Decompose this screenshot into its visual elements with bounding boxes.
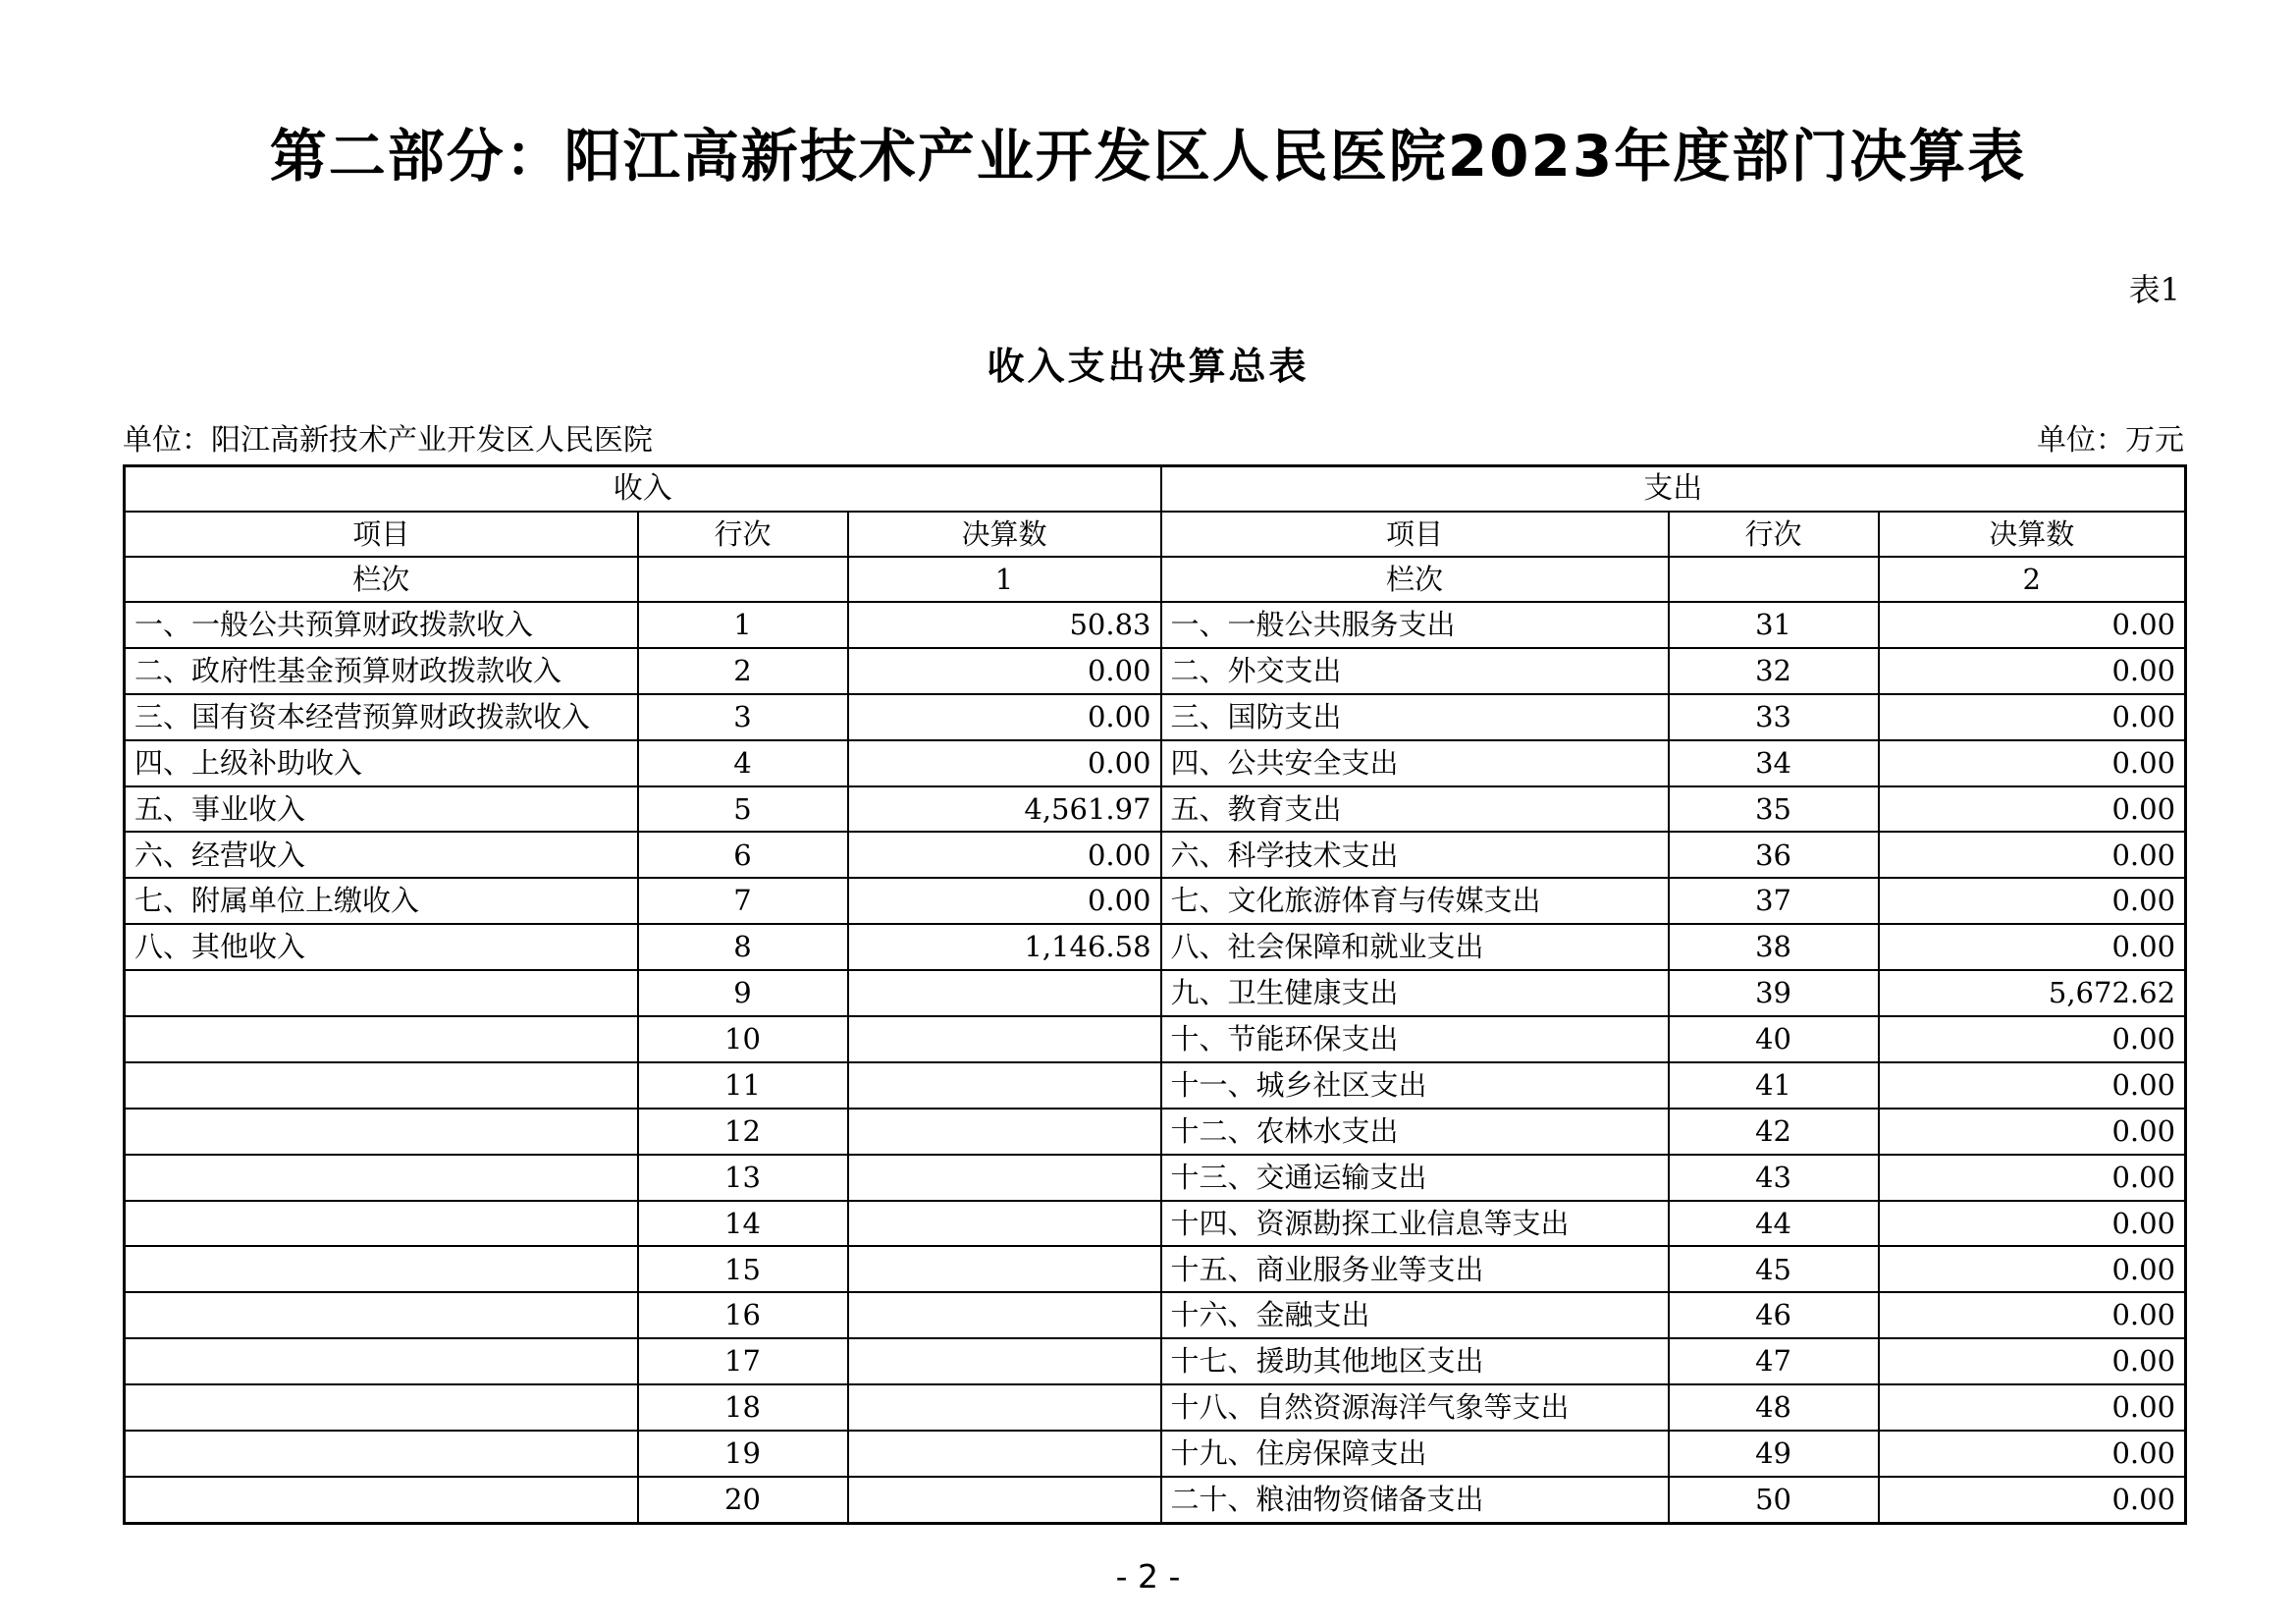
income-amount-cell (848, 1431, 1161, 1477)
expense-amount-cell: 0.00 (1879, 832, 2186, 878)
expense-amount-cell: 0.00 (1879, 602, 2186, 648)
expense-line-cell: 31 (1669, 602, 1879, 648)
table-row (125, 1016, 2186, 1062)
expense-item-cell: 九、卫生健康支出 (1161, 970, 1669, 1016)
section-header-row (125, 466, 2186, 513)
income-line-cell: 4 (638, 740, 848, 786)
income-amount-cell (848, 970, 1161, 1016)
income-amount-cell (848, 1477, 1161, 1523)
income-line-cell: 10 (638, 1016, 848, 1062)
table-row (125, 832, 2186, 878)
expense-line-cell: 45 (1669, 1246, 1879, 1292)
income-item-cell (125, 1016, 638, 1062)
expense-amount-cell: 0.00 (1879, 1338, 2186, 1384)
income-line-cell: 19 (638, 1431, 848, 1477)
income-line-cell: 12 (638, 1109, 848, 1155)
unit-name: 单位：阳江高新技术产业开发区人民医院 (123, 423, 653, 458)
income-amount-cell: 0.00 (848, 740, 1161, 786)
income-amount-cell (848, 1062, 1161, 1109)
expense-item-cell: 七、文化旅游体育与传媒支出 (1161, 878, 1669, 924)
table-row (125, 970, 2186, 1016)
income-item-cell (125, 1155, 638, 1201)
income-amount-cell (848, 1338, 1161, 1384)
income-line-cell: 6 (638, 832, 848, 878)
expense-amount-cell: 0.00 (1879, 1016, 2186, 1062)
income-item-cell: 四、上级补助收入 (125, 740, 638, 786)
expense-item-cell: 十一、城乡社区支出 (1161, 1062, 1669, 1109)
expense-line-cell: 47 (1669, 1338, 1879, 1384)
table-row (125, 602, 2186, 648)
expense-line-cell: 37 (1669, 878, 1879, 924)
income-item-cell: 八、其他收入 (125, 924, 638, 970)
expense-line-cell: 46 (1669, 1292, 1879, 1338)
table-row (125, 1155, 2186, 1201)
expense-item-cell: 十四、资源勘探工业信息等支出 (1161, 1201, 1669, 1247)
budget-summary-table (123, 464, 2187, 1525)
expense-amount-cell: 0.00 (1879, 1246, 2186, 1292)
expense-item-cell: 十五、商业服务业等支出 (1161, 1246, 1669, 1292)
table-row (125, 1109, 2186, 1155)
expense-amount-cell: 0.00 (1879, 1062, 2186, 1109)
income-line-cell: 8 (638, 924, 848, 970)
income-item-cell (125, 1477, 638, 1523)
income-amount-cell (848, 1384, 1161, 1431)
expense-line-cell: 40 (1669, 1016, 1879, 1062)
income-amount-cell: 4,561.97 (848, 786, 1161, 833)
income-line-cell: 11 (638, 1062, 848, 1109)
income-item-cell (125, 1246, 638, 1292)
expense-amount-cell: 0.00 (1879, 924, 2186, 970)
expense-line-cell: 33 (1669, 694, 1879, 740)
expense-item-cell: 四、公共安全支出 (1161, 740, 1669, 786)
expense-line-cell: 34 (1669, 740, 1879, 786)
income-item-cell (125, 1338, 638, 1384)
income-amount-cell: 0.00 (848, 878, 1161, 924)
table-row (125, 1292, 2186, 1338)
expense-amount-cell: 0.00 (1879, 1155, 2186, 1201)
income-item-cell (125, 1384, 638, 1431)
expense-item-cell: 二、外交支出 (1161, 648, 1669, 694)
income-item-cell (125, 970, 638, 1016)
income-line-cell: 5 (638, 786, 848, 833)
expense-line-cell: 36 (1669, 832, 1879, 878)
expense-item-cell: 十三、交通运输支出 (1161, 1155, 1669, 1201)
table-row (125, 1338, 2186, 1384)
income-amount-header: 决算数 (848, 512, 1161, 557)
table-row (125, 648, 2186, 694)
income-amount-cell (848, 1201, 1161, 1247)
income-item-cell: 七、附属单位上缴收入 (125, 878, 638, 924)
expense-lanci-line-blank (1669, 557, 1879, 602)
unit-row (123, 423, 2184, 459)
expense-amount-cell: 0.00 (1879, 740, 2186, 786)
expense-amount-cell: 5,672.62 (1879, 970, 2186, 1016)
column-index-row (125, 557, 2186, 602)
income-item-cell: 一、一般公共预算财政拨款收入 (125, 602, 638, 648)
expense-amount-cell: 0.00 (1879, 1477, 2186, 1523)
income-item-cell (125, 1201, 638, 1247)
income-line-cell: 7 (638, 878, 848, 924)
expense-line-cell: 48 (1669, 1384, 1879, 1431)
table-row (125, 1201, 2186, 1247)
income-item-cell (125, 1109, 638, 1155)
income-amount-cell: 1,146.58 (848, 924, 1161, 970)
expense-line-cell: 42 (1669, 1109, 1879, 1155)
table-row (125, 740, 2186, 786)
expense-column-index: 2 (1879, 557, 2186, 602)
expense-line-cell: 41 (1669, 1062, 1879, 1109)
income-line-cell: 2 (638, 648, 848, 694)
column-header-row (125, 512, 2186, 557)
expense-line-cell: 44 (1669, 1201, 1879, 1247)
expense-amount-cell: 0.00 (1879, 1201, 2186, 1247)
expense-item-header: 项目 (1161, 512, 1669, 557)
expense-item-cell: 八、社会保障和就业支出 (1161, 924, 1669, 970)
expense-lanci-label: 栏次 (1161, 557, 1669, 602)
expense-item-cell: 十九、住房保障支出 (1161, 1431, 1669, 1477)
table-tag: 表1 (2128, 271, 2180, 308)
page-title: 第二部分：阳江高新技术产业开发区人民医院2023年度部门决算表 (269, 123, 2027, 189)
expense-line-cell: 49 (1669, 1431, 1879, 1477)
expense-amount-cell: 0.00 (1879, 878, 2186, 924)
income-amount-cell: 0.00 (848, 648, 1161, 694)
expense-amount-header: 决算数 (1879, 512, 2186, 557)
income-line-cell: 15 (638, 1246, 848, 1292)
expense-item-cell: 十八、自然资源海洋气象等支出 (1161, 1384, 1669, 1431)
expense-amount-cell: 0.00 (1879, 1292, 2186, 1338)
income-item-cell: 六、经营收入 (125, 832, 638, 878)
expense-line-cell: 32 (1669, 648, 1879, 694)
income-amount-cell: 50.83 (848, 602, 1161, 648)
income-line-cell: 17 (638, 1338, 848, 1384)
income-amount-cell (848, 1246, 1161, 1292)
expense-amount-cell: 0.00 (1879, 1109, 2186, 1155)
income-amount-cell (848, 1109, 1161, 1155)
income-line-cell: 3 (638, 694, 848, 740)
expense-section-header: 支出 (1161, 466, 2186, 513)
expense-item-cell: 五、教育支出 (1161, 786, 1669, 833)
income-item-cell (125, 1292, 638, 1338)
income-amount-cell (848, 1292, 1161, 1338)
expense-line-header: 行次 (1669, 512, 1879, 557)
income-line-cell: 9 (638, 970, 848, 1016)
expense-line-cell: 43 (1669, 1155, 1879, 1201)
income-line-cell: 14 (638, 1201, 848, 1247)
table-row (125, 1062, 2186, 1109)
income-section-header: 收入 (125, 466, 1161, 513)
income-line-cell: 1 (638, 602, 848, 648)
expense-amount-cell: 0.00 (1879, 786, 2186, 833)
income-item-cell (125, 1431, 638, 1477)
income-item-cell (125, 1062, 638, 1109)
table-row (125, 694, 2186, 740)
expense-line-cell: 38 (1669, 924, 1879, 970)
income-item-cell: 三、国有资本经营预算财政拨款收入 (125, 694, 638, 740)
income-item-cell: 五、事业收入 (125, 786, 638, 833)
expense-item-cell: 二十、粮油物资储备支出 (1161, 1477, 1669, 1523)
income-line-cell: 18 (638, 1384, 848, 1431)
expense-line-cell: 35 (1669, 786, 1879, 833)
expense-item-cell: 三、国防支出 (1161, 694, 1669, 740)
expense-amount-cell: 0.00 (1879, 648, 2186, 694)
income-amount-cell: 0.00 (848, 694, 1161, 740)
income-line-cell: 16 (638, 1292, 848, 1338)
expense-item-cell: 十二、农林水支出 (1161, 1109, 1669, 1155)
income-line-cell: 20 (638, 1477, 848, 1523)
table-row (125, 1431, 2186, 1477)
income-column-index: 1 (848, 557, 1161, 602)
table-row (125, 786, 2186, 833)
income-amount-cell: 0.00 (848, 832, 1161, 878)
unit-currency: 单位：万元 (2037, 423, 2184, 458)
expense-amount-cell: 0.00 (1879, 694, 2186, 740)
income-line-cell: 13 (638, 1155, 848, 1201)
expense-amount-cell: 0.00 (1879, 1384, 2186, 1431)
expense-line-cell: 39 (1669, 970, 1879, 1016)
expense-item-cell: 十六、金融支出 (1161, 1292, 1669, 1338)
page-number: - 2 - (1115, 1557, 1181, 1596)
table-row (125, 878, 2186, 924)
table-subtitle: 收入支出决算总表 (987, 344, 1309, 388)
table-row (125, 1246, 2186, 1292)
income-lanci-label: 栏次 (125, 557, 638, 602)
table-row (125, 1477, 2186, 1523)
expense-item-cell: 一、一般公共服务支出 (1161, 602, 1669, 648)
income-lanci-line-blank (638, 557, 848, 602)
expense-amount-cell: 0.00 (1879, 1431, 2186, 1477)
expense-line-cell: 50 (1669, 1477, 1879, 1523)
expense-item-cell: 十七、援助其他地区支出 (1161, 1338, 1669, 1384)
income-amount-cell (848, 1155, 1161, 1201)
income-line-header: 行次 (638, 512, 848, 557)
table-row (125, 924, 2186, 970)
expense-item-cell: 十、节能环保支出 (1161, 1016, 1669, 1062)
table-row (125, 1384, 2186, 1431)
income-item-header: 项目 (125, 512, 638, 557)
income-item-cell: 二、政府性基金预算财政拨款收入 (125, 648, 638, 694)
income-amount-cell (848, 1016, 1161, 1062)
expense-item-cell: 六、科学技术支出 (1161, 832, 1669, 878)
